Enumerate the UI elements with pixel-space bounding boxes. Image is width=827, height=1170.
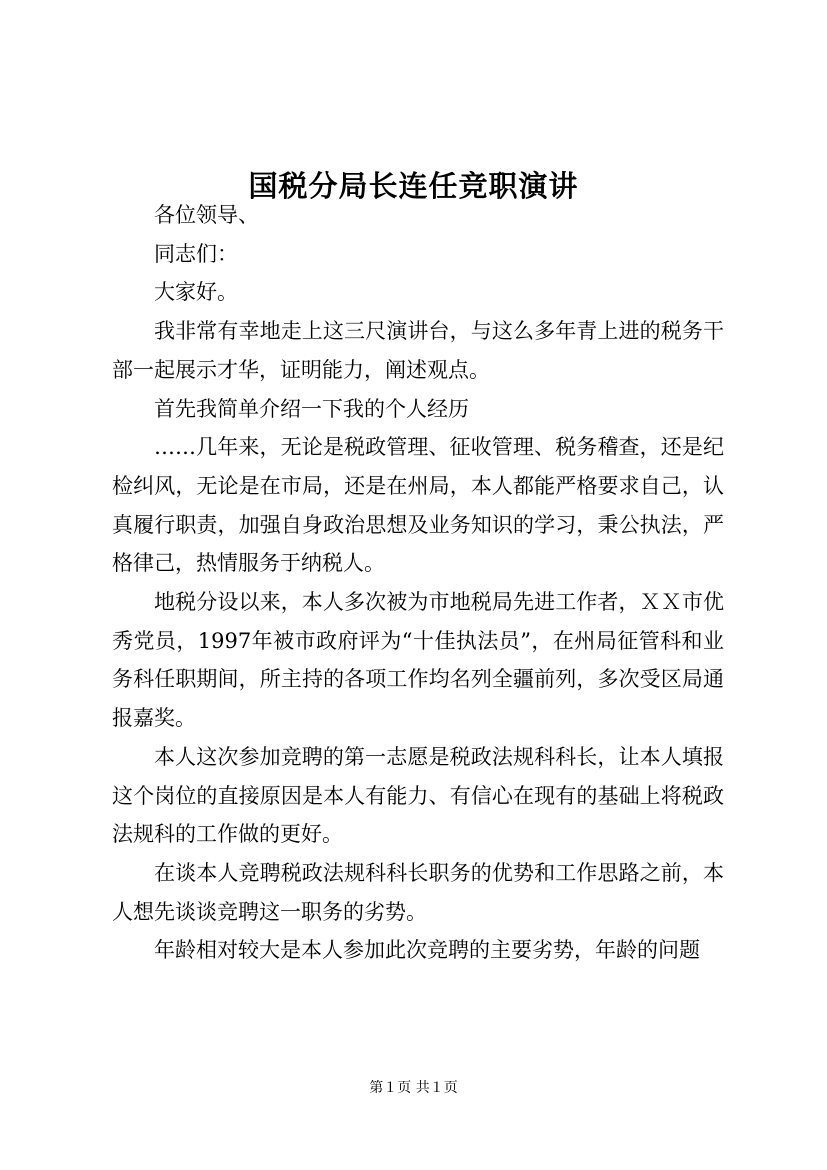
document-body (112, 196, 724, 970)
paragraph: 我非常有幸地走上这三尺演讲台，与这么多年青上进的税务干部一起展示才华，证明能力，阐述观点。 (112, 319, 724, 382)
paragraph: 本人这次参加竞聘的第一志愿是税政法规科科长，让本人填报这个岗位的直接原因是本人有能力、有信心在现有的基础上将税政法规科的工作做的更好。 (112, 744, 724, 847)
paragraph: ……几年来，无论是税政管理、征收管理、税务稽查，还是纪检纠风，无论是在市局，还是在州局，本人都能严格要求自己，认真履行职责，加强自身政治思想及业务知识的学习，秉公执法，严格律己，热情服务于纳税人。 (112, 435, 724, 576)
paragraph: 各位领导、 (154, 203, 259, 227)
paragraph: 地税分设以来，本人多次被为市地税局先进工作者，ＸＸ市优秀党员，1997年被市政府评为“十佳执法员”，在州局征管科和业务科任职期间，所主持的各项工作均名列全疆前列，多次受区局通报嘉奖。 (112, 590, 724, 731)
paragraph: 同志们： (154, 241, 238, 266)
page-number-footer: 第１页 共１页 (369, 1080, 458, 1096)
paragraph: 大家好。 (154, 280, 238, 305)
document-title: 国税分局长连任竞职演讲 (248, 169, 579, 204)
paragraph: 首先我简单介绍一下我的个人经历 (154, 396, 469, 421)
paragraph: 在谈本人竞聘税政法规科科长职务的优势和工作思路之前，本人想先谈谈竞聘这一职务的劣势。 (112, 860, 724, 924)
paragraph: 年龄相对较大是本人参加此次竞聘的主要劣势，年龄的问题 (154, 938, 700, 963)
